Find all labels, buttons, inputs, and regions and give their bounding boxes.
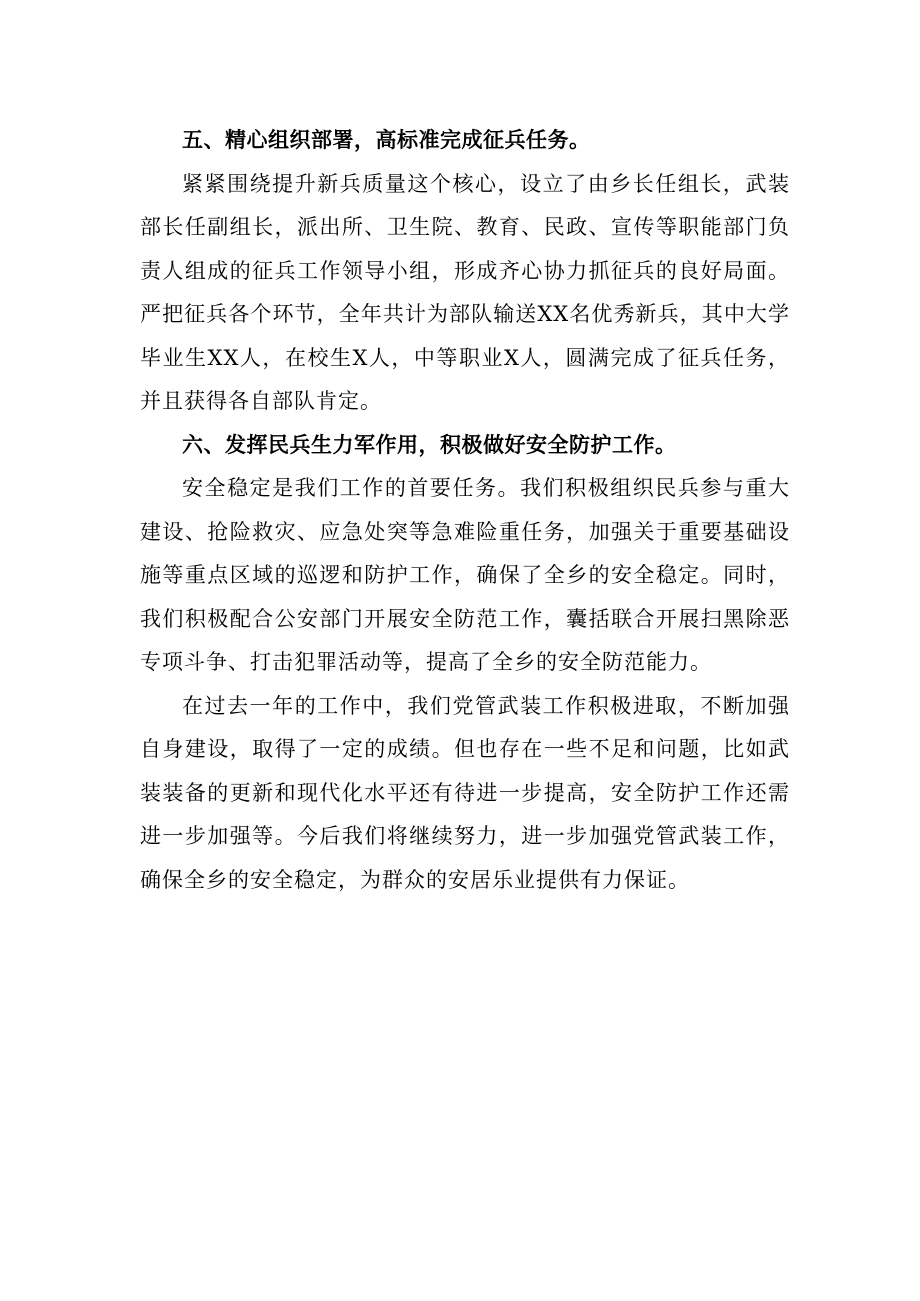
- paragraph-summary: 在过去一年的工作中，我们党管武装工作积极进取，不断加强自身建设，取得了一定的成绩。但也存在一些不足和问题，比如武装装备的更新和现代化水平还有待进一步提高，安全防护工作还需进一步加强等。今后我们将继续努力，进一步加强党管武装工作，确保全乡的安全稳定，为群众的安居乐业提供有力保证。: [140, 693, 790, 892]
- paragraph-safety: 安全稳定是我们工作的首要任务。我们积极组织民兵参与重大建设、抢险救灾、应急处突等急难险重任务，加强关于重要基础设施等重点区域的巡逻和防护工作，确保了全乡的安全稳定。同时，我们积极配合公安部门开展安全防范工作，囊括联合开展扫黑除恶专项斗争、打击犯罪活动等，提高了全乡的安全防范能力。: [140, 476, 790, 674]
- section-heading-five: 五、精心组织部署，高标准完成征兵任务。: [182, 128, 591, 152]
- document-body: [140, 119, 790, 902]
- paragraph-recruitment: 紧紧围绕提升新兵质量这个核心，设立了由乡长任组长，武装部长任副组长，派出所、卫生院、教育、民政、宣传等职能部门负责人组成的征兵工作领导小组，形成齐心协力抓征兵的良好局面。严把征兵各个环节，全年共计为部队输送XX名优秀新兵，其中大学毕业生XX人，在校生X人，中等职业X人，圆满完成了征兵任务，并且获得各自部队肯定。: [140, 171, 790, 413]
- section-heading-six: 六、发挥民兵生力军作用，积极做好安全防护工作。: [182, 432, 677, 457]
